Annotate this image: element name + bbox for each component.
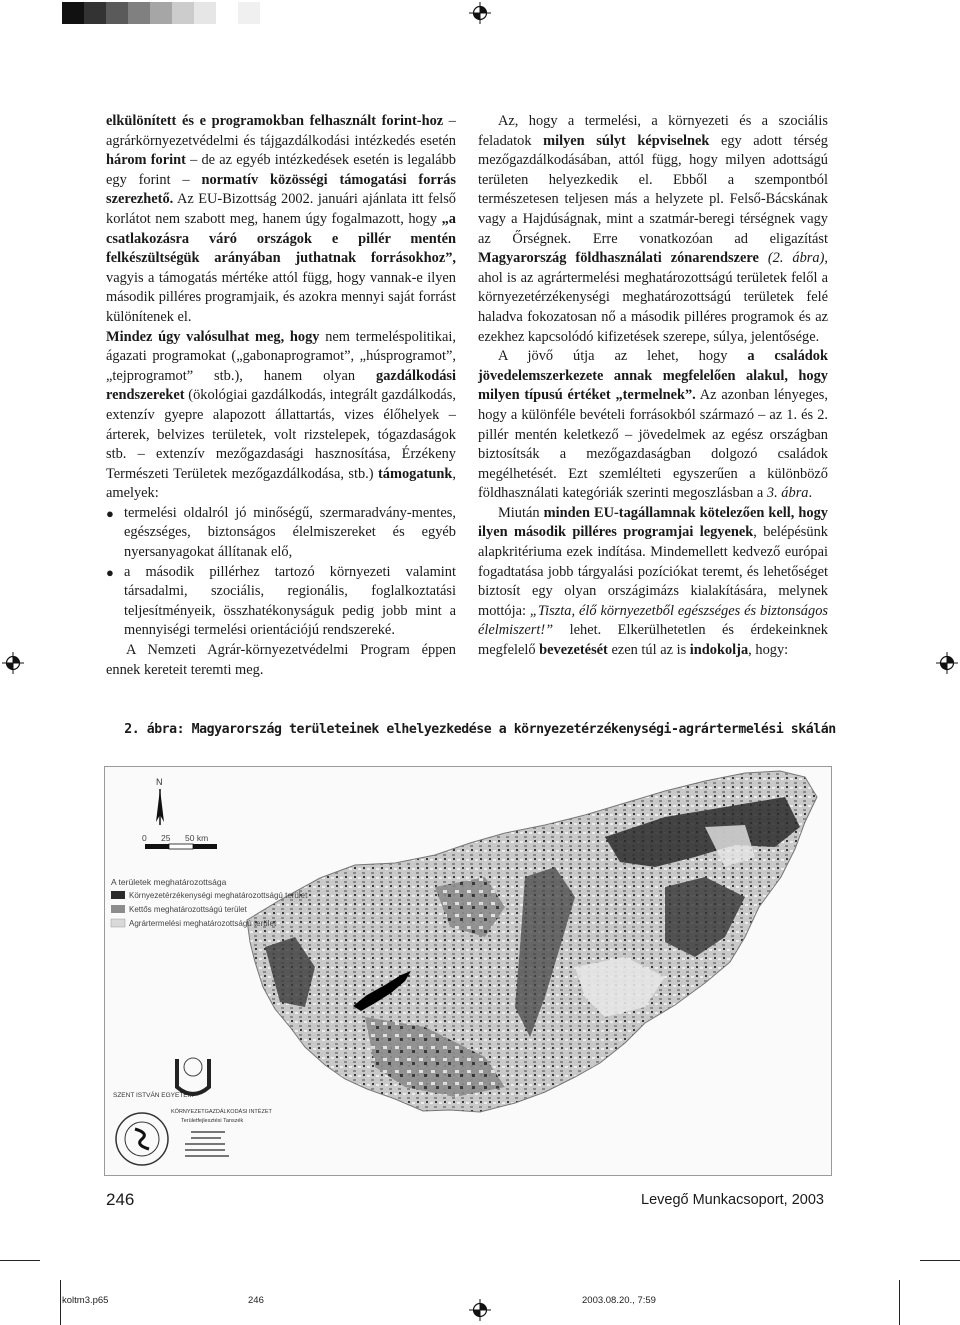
legend-item xyxy=(111,905,248,914)
scale-label: 25 xyxy=(161,833,171,843)
list-item: ● termelési oldalról jó minőségű, szermaradvány-mentes, egészséges, biztonságos élelmiszereket és egyéb nyersanyagokat állítanak elő, xyxy=(106,504,456,563)
trim-mark xyxy=(899,1280,900,1325)
figure-title: 2. ábra: Magyarország területeinek elhelyezkedése a környezetérzékenységi-agrártermelési skálán xyxy=(124,722,836,737)
seal-label: SZENT ISTVÁN EGYETEM xyxy=(113,1092,194,1099)
north-label: N xyxy=(156,777,163,787)
institute-address-lines xyxy=(185,1131,229,1157)
institute-logo-icon xyxy=(177,1058,209,1094)
slug-date: 2003.08.20., 7:59 xyxy=(582,1295,656,1306)
paragraph: Miután minden EU-tagállamnak kötelezően kell, hogy ilyen második pilléres programjai legyenek, belépésünk alapkritériuma ezek indítása. Mindemellett kedvező európai fogadtatása jobb tárgyalási pozíciókat teremt, és lehetőséget biztosít egy olyan országimázs kialakítására, melynek mottója: „Tiszta, élő környezetből egészséges és biztonságos élelmiszert!” lehet. Elkerülhetetlen és érdekeinknek megfelelő bevezetését ezen túl az is indokolja, hogy: xyxy=(478,504,828,659)
list-item: ● a második pillérhez tartozó környezeti valamint társadalmi, szociális, regionális, foglalkoztatási teljesítményeik, összhatékonyságuk pedig jobb mint a mennyiségi termelési orientációjú rendszereké. xyxy=(106,563,456,641)
slug-page: 246 xyxy=(248,1295,264,1306)
page-number: 246 xyxy=(106,1190,135,1209)
map-figure xyxy=(104,766,832,1176)
color-swatch xyxy=(128,2,150,24)
paragraph: Mindez úgy valósulhat meg, hogy nem termeléspolitikai, ágazati programokat („gabonaprogramot”, „húsprogramot”, „tejprogramot” stb.), hanem olyan gazdálkodási rendszereket (ökológiai gazdálkodás, integrált gazdálkodás, extenzív gyepre alapozott állattartás, vizes élőhelyek – árterek, belvizes területek, volt rizstelepek, tógazdaságok stb. – extenzív mezőgazdasági hasznosítása, Érzékeny Természeti Területek mezőgazdálkodása, stb.) támogatunk, amelyek: xyxy=(106,328,456,502)
color-swatch xyxy=(172,2,194,24)
scale-bar xyxy=(145,844,217,849)
color-swatch xyxy=(216,2,238,24)
legend-item xyxy=(111,891,308,900)
north-arrow-icon xyxy=(156,789,164,825)
color-swatch xyxy=(238,2,260,24)
color-swatch xyxy=(84,2,106,24)
svg-text:Agrártermelési meghatározottsá: Agrártermelési meghatározottságú terület xyxy=(129,919,277,928)
color-bar xyxy=(62,2,260,24)
color-swatch xyxy=(62,2,84,24)
paragraph: A Nemzeti Agrár-környezetvédelmi Program éppen ennek kereteit teremti meg. xyxy=(106,642,456,678)
scale-label: 0 xyxy=(142,833,147,843)
registration-mark-icon xyxy=(936,652,958,674)
trim-mark xyxy=(920,1260,960,1261)
right-column xyxy=(478,112,828,661)
svg-text:Környezetérzékenységi meghatár: Környezetérzékenységi meghatározottságú terület xyxy=(129,891,308,900)
registration-mark-icon xyxy=(469,2,491,24)
institute-dept: Területfejlesztési Tanszék xyxy=(181,1118,244,1124)
registration-mark-icon xyxy=(2,652,24,674)
color-swatch xyxy=(194,2,216,24)
institute-name: KÖRNYEZETGAZDÁLKODÁSI INTÉZET xyxy=(171,1109,272,1115)
trim-mark xyxy=(60,1280,61,1325)
left-column xyxy=(106,112,456,680)
trim-mark xyxy=(0,1260,40,1261)
bullet-icon: ● xyxy=(106,505,114,521)
paragraph: elkülönített és e programokban felhasznált forint-hoz – agrárkörnyezetvédelmi és tájgazdálkodási intézkedés esetén három forint – de az egyéb intézkedések esetén is legalább egy forint – normatív közösségi támogatási forrás szerezhető. Az EU-Bizottság 2002. januári ajánlata itt felső korlátot nem szabott meg, hanem úgy fogalmazott, hogy „a csatlakozásra váró országok e pillér mentén felkészültségük arányában juthatnak forrásokhoz”, vagyis a támogatás mértéke attól függ, hogy vannak-e ilyen második pilléres programjaik, és azokra mennyi saját forrást különítenek el. xyxy=(106,113,457,325)
color-swatch xyxy=(106,2,128,24)
scale-label: 50 km xyxy=(185,833,209,843)
university-seal-icon xyxy=(116,1113,168,1165)
publisher: Levegő Munkacsoport, 2003 xyxy=(641,1192,824,1208)
svg-text:Kettős meghatározottságú terül: Kettős meghatározottságú terület xyxy=(129,905,247,914)
bullet-icon: ● xyxy=(106,564,114,580)
paragraph: A jövő útja az lehet, hogy a családok jövedelemszerkezete annak megfelelően alakul, hogy milyen típusú értéket „termelnek”. Az azonban lényeges, hogy a különféle bevételi forrásokból származó – az 1. és 2. pillér mentén keletkező – jövedelmek az egész országban biztosítsák a mezőgazdaságban dolgozó családok megélhetését. Ezt szemlélteti egyszerűen a különböző földhasználati kategóriák szerinti megoszlásban a 3. ábra. xyxy=(478,348,829,502)
registration-mark-icon xyxy=(469,1299,491,1321)
slug-file: koltm3.p65 xyxy=(62,1295,109,1306)
legend-item xyxy=(111,919,277,928)
legend-heading: A területek meghatározottsága xyxy=(111,877,227,887)
paragraph: Az, hogy a termelési, a környezeti és a szociális feladatok milyen súlyt képviselnek egy adott térség mezőgazdálkodásában, attól függ, hogy milyen adottságú területen helyezkedik el. Ebből a szempontból természetesen teljesen más a helyzete pl. Felső-Bácskának vagy a Hajdúságnak, mint a szatmár-beregi térségnek vagy az Őrségnek. Erre vonatkozóan ad eligazítást Magyarország földhasználati zónarendszere (2. ábra), ahol is az agrártermelési meghatározottságú területek felől a környezetérzékenységi meghatározottságú területek felé haladva fokozatosan nő a második pilléres programok és az ezekhez kapcsolódó kifizetések szerepe, súlya, jelentősége. xyxy=(478,113,829,345)
color-swatch xyxy=(150,2,172,24)
